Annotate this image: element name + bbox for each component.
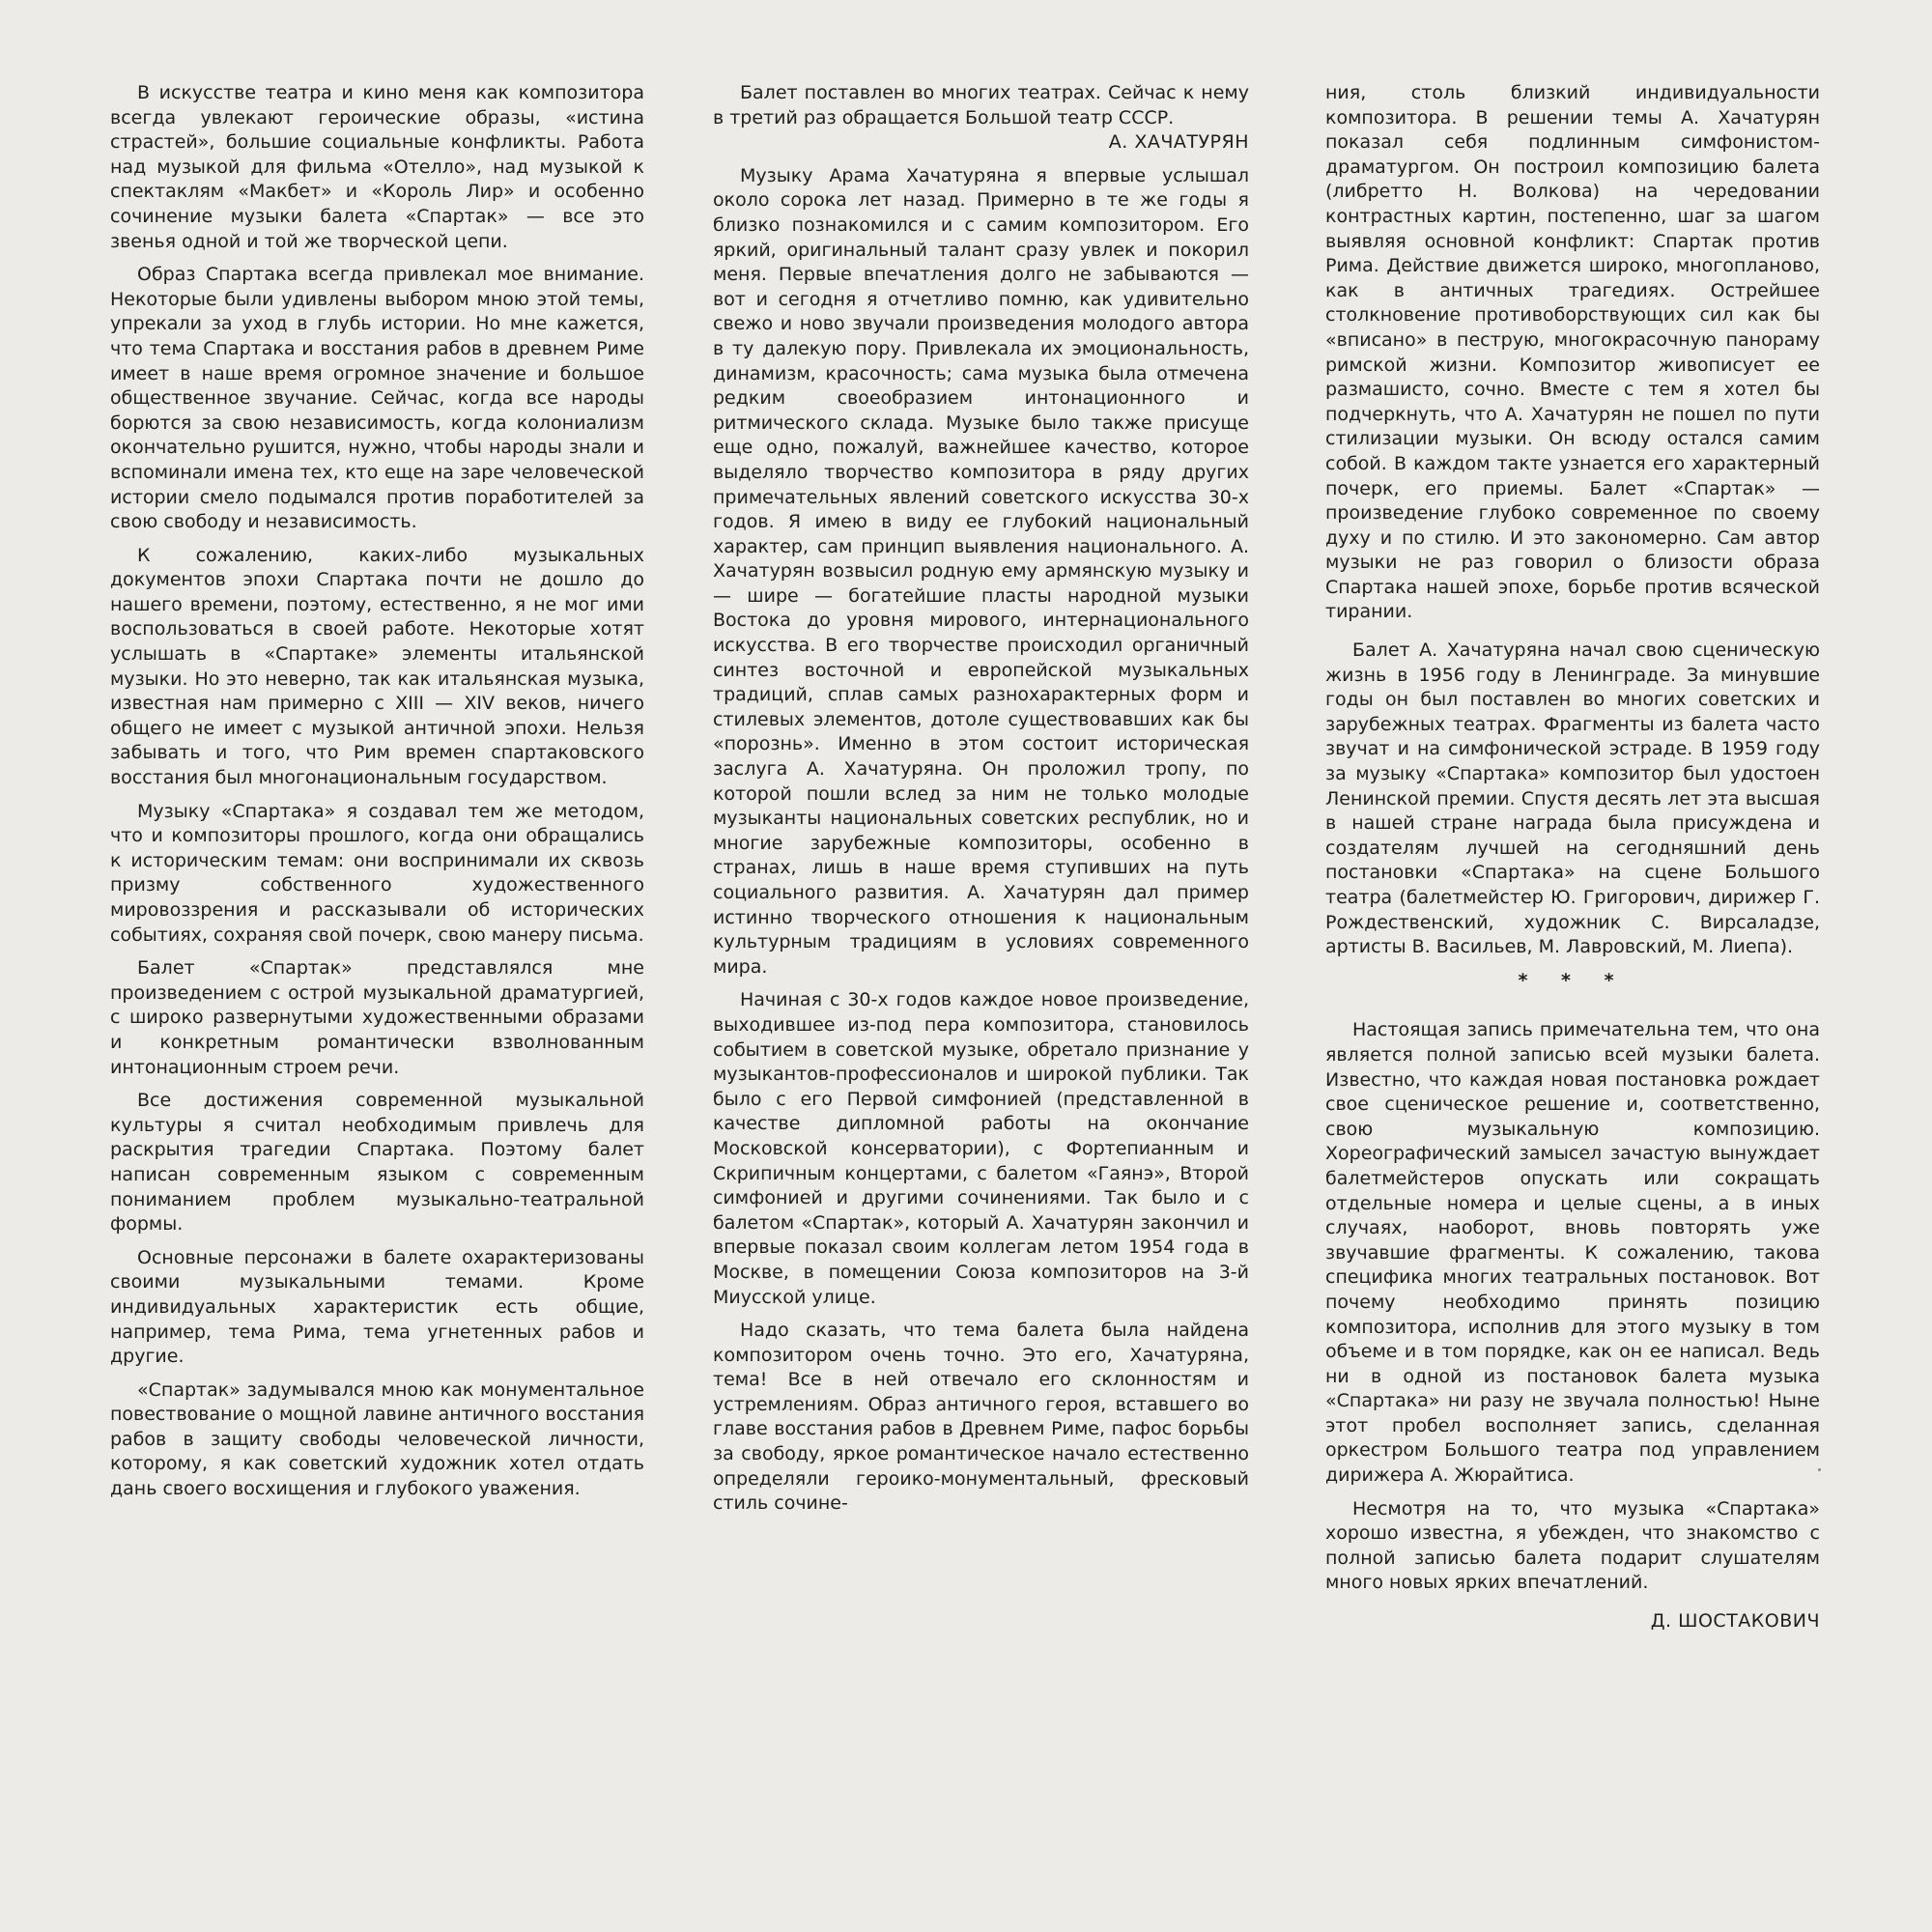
paragraph-continuation: ния, столь близкий индивидуальности композитора. В решении темы А. Хачатурян показал себя подлинным симфонистом-драматургом. Он построил композицию балета (либретто Н. Волкова) на чередовании контрастных картин, постепенно, шаг за шагом выявляя основной конфликт: Спартак против Рима. Действие движется широко, многопланово, как в античных трагедиях. Острейшее столкновение противоборствующих сил как бы «вписано» в пеструю, многокрасочную панораму римской жизни. Композитор живописует ее размашисто, сочно. Вместе с тем я хотел бы подчеркнуть, что А. Хачатурян не пошел по пути стилизации музыки. Он всюду остался самим собой. В каждом такте узнается его характерный почерк, его приемы. Балет «Спартак» — произведение глубоко современное по своему духу и по стилю. И это закономерно. Сам автор музыки не раз говорил о близости образа Спартака нашей эпохе, борьбе против всяческой тирании.	[1325, 82, 1820, 623]
column-shostakovich-text-1	[713, 81, 1249, 1525]
paragraph: Музыку Арама Хачатуряна я впервые услышал около сорока лет назад. Примерно в те же годы я близко познакомился и с самим композитором. Его яркий, оригинальный талант сразу увлек и покорил меня. Первые впечатления долго не забываются — вот и сегодня я отчетливо помню, как удивительно свежо и ново звучали произведения молодого автора в ту далекую пору. Привлекала их эмоциональность, динамизм, красочность; сама музыка была отмечена редким своеобразием интонационного и ритмического склада. Музыке было также присуще еще одно, пожалуй, важнейшее качество, которое выделяло творчество композитора в ряду других примечательных явлений советского искусства 30-х годов. Я имею в виду ее глубокий национальный характер, сам принцип выявления национального. А. Хачатурян возвысил родную ему армянскую музыку и — шире — богатейшие пласты народной музыки Востока до уровня мирового, интернационального искусства. В его творчестве происходил органичный синтез восточной и европейской музыкальных традиций, сплав самых разнохарактерных форм и стилевых элементов, дотоле существовавших как бы «порознь». Именно в этом состоит историческая заслуга А. Хачатуряна. Он проложил тропу, по которой пошли вслед за ним не только молодые музыканты национальных советских республик, но и многие зарубежные композиторы, особенно в странах, лишь в наше время ступивших на путь социального развития. А. Хачатурян дал пример истинно творческого отношения к национальным культурным традициям в условиях современного мира.	[713, 164, 1249, 978]
paragraph: Надо сказать, что тема балета была найдена композитором очень точно. Это его, Хачатуряна, тема! Все в ней отвечало его склонностям и устремлениям. Образ античного героя, вставшего во главе восстания рабов в Древнем Риме, пафос борьбы за свободу, яркое романтическое начало естественно определяли героико-монументальный, фресковый стиль сочине-	[713, 1320, 1249, 1515]
paragraph: Балет А. Хачатуряна начал свою сценическую жизнь в 1956 году в Ленинграде. За минувшие годы он был поставлен во многих советских и зарубежных театрах. Фрагменты из балета часто звучат и на симфонической эстраде. В 1959 году за музыку «Спартака» композитор был удостоен Ленинской премии. Спустя десять лет эта высшая в нашей стране награда была присуждена и создателям лучшей на сегодняшний день постановки «Спартака» на сцене Большого театра (балетмейстер Ю. Григорович, дирижер Г. Рождественский, художник С. Вирсаладзе, артисты В. Васильев, М. Лавровский, М. Лиепа).	[1325, 639, 1820, 958]
paragraph: Настоящая запись примечательна тем, что она является полной записью всей музыки балета. Известно, что каждая новая постановка рождает свое сценическое решение и, соответственно, свою музыкальную композицию. Хореографический замысел зачастую вынуждает балетмейстеров опускать или сокращать отдельные номера и целые сцены, а в иных случаях, наоборот, вновь повторять уже звучавшие фрагменты. К сожалению, такова специфика многих театральных постановок. Вот почему необходимо принять позицию композитора, исполнив для этого музыку в том объеме и в том порядке, как он ее написал. Ведь ни в одной из постановок балета музыка «Спартака» ни разу не звучала полностью! Ныне этот пробел восполняет запись, сделанная оркестром Большого театра под управлением дирижера А. Жюрайтиса.	[1325, 1019, 1820, 1487]
paper-speck	[1818, 1468, 1821, 1471]
column-shostakovich-text-2	[1325, 81, 1820, 1643]
signature-khachaturian: А. ХАЧАТУРЯН	[1108, 131, 1249, 154]
paragraph: Музыку «Спартака» я создавал тем же методом, что и композиторы прошлого, когда они обращались к историческим темам: они воспринимали их сквозь призму собственного художественного мировоззрения и рассказывали об исторических событиях, сохраняя свой почерк, свою манеру письма.	[110, 800, 644, 946]
paragraph: Все достижения современной музыкальной культуры я считал необходимым привлечь для раскрытия трагедии Спартака. Поэтому балет написан современным языком с современным пониманием проблем музыкально-театральной формы.	[110, 1090, 644, 1236]
paragraph: Образ Спартака всегда привлекал мое внимание. Некоторые были удивлены выбором мною этой темы, упрекали за уход в глубь истории. Но мне кажется, что тема Спартака и восстания рабов в древнем Риме имеет в наше время огромное значение и большое общественное звучание. Сейчас, когда все народы борются за свою независимость, когда колониализм окончательно рушится, нужно, чтобы народы знали и вспоминали имена тех, кто еще на заре человеческой истории смело подымался против поработителей за свою свободу и независимость.	[110, 264, 644, 533]
paragraph: Балет «Спартак» представлялся мне произведением с острой музыкальной драматургией, с широко развернутыми художественными образами и конкретным романтически взволнованным интонационным строем речи.	[110, 957, 644, 1078]
paragraph: Несмотря на то, что музыка «Спартака» хорошо известна, я убежден, что знакомство с полной записью балета подарит слушателям много новых ярких впечатлений.	[1325, 1497, 1820, 1594]
section-separator: * * *	[1518, 969, 1628, 991]
paragraph: «Спартак» задумывался мною как монументальное повествование о мощной лавине античного восстания рабов в защиту свободы человеческой личности, которому, я как советский художник хотел отдать дань своего восхищения и глубокого уважения.	[110, 1378, 644, 1500]
paragraph: К сожалению, каких-либо музыкальных документов эпохи Спартака почти не дошло до нашего времени, поэтому, естественно, я не мог ими воспользоваться в своей работе. Некоторые хотят услышать в «Спартаке» элементы итальянской музыки. Но это неверно, так как итальянская музыка, известная нам примерно с XIII — XIV веков, ничего общего не имеет с музыкой античной эпохи. Нельзя забывать и того, что Рим времен спартаковского восстания был многонациональным государством.	[110, 544, 644, 789]
paragraph-intro: Балет поставлен во многих театрах. Сейчас к нему в третий раз обращается Большой театр СССР.	[713, 82, 1249, 128]
signature-shostakovich: Д. ШОСТАКОВИЧ	[1650, 1610, 1820, 1633]
paragraph: Начиная с 30-х годов каждое новое произведение, выходившее из-под пера композитора, становилось событием в советской музыке, обретало признание у музыкантов-профессионалов и широкой публики. Так было с его Первой симфонией (представленной в качестве дипломной работы на окончание Московской консерватории), с Фортепианным и Скрипичным концертами, с балетом «Гаянэ», Второй симфонией и другими сочинениями. Так было и с балетом «Спартак», который А. Хачатурян закончил и впервые показал своим коллегам летом 1954 года в Москве, в помещении Союза композиторов на 3-й Миусской улице.	[713, 989, 1249, 1308]
paragraph: В искусстве театра и кино меня как композитора всегда увлекают героические образы, «истина страстей», большие социальные конфликты. Работа над музыкой для фильма «Отелло», над музыкой к спектаклям «Макбет» и «Король Лир» и особенно сочинение музыки балета «Спартак» — все это звенья одной и той же творческой цепи.	[110, 82, 644, 252]
paragraph: Основные персонажи в балете охарактеризованы своими музыкальными темами. Кроме индивидуальных характеристик есть общие, например, тема Рима, тема угнетенных рабов и другие.	[110, 1246, 644, 1368]
column-khachaturian-text	[110, 81, 644, 1511]
